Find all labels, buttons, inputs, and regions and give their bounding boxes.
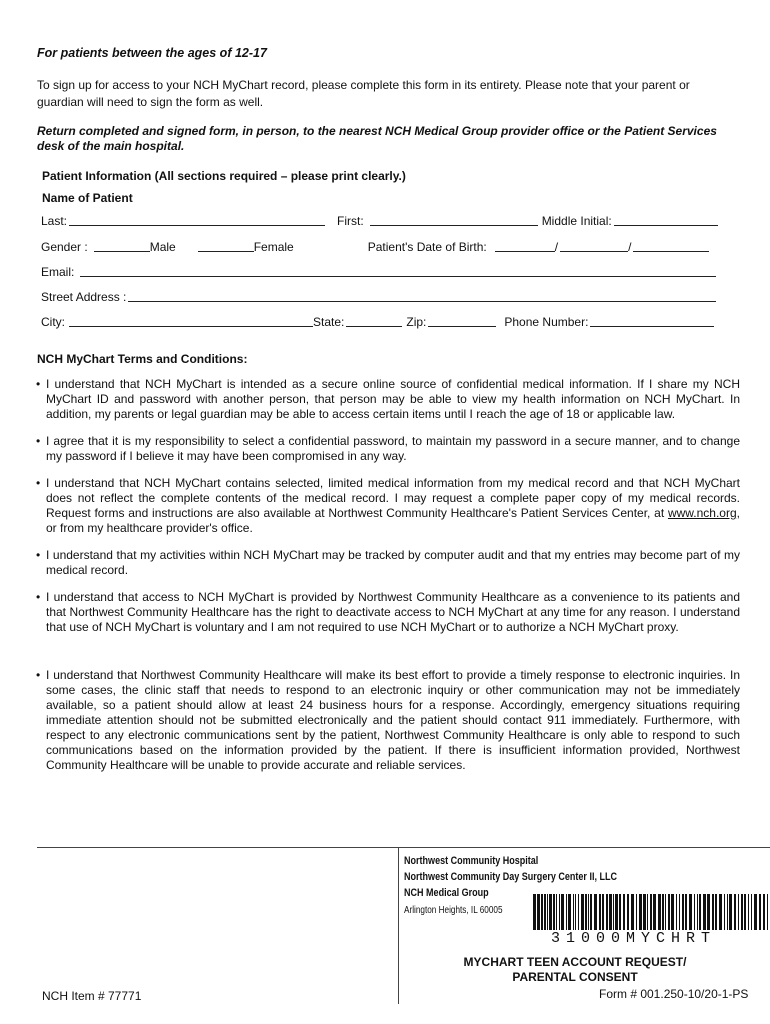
barcode-bar [556,894,557,930]
terms-item [36,434,740,464]
age-note: For patients between the ages of 12-17 [37,46,267,60]
form-title-line-2: PARENTAL CONSENT [512,970,638,984]
street-row [41,289,721,304]
barcode-bar [699,894,701,930]
barcode-bar [744,894,746,930]
first-name-label: First: [337,214,364,228]
terms-item [36,377,740,422]
name-of-patient-heading: Name of Patient [42,191,133,205]
bullet-icon: • [36,668,41,682]
barcode-bar [734,894,736,930]
nch-item-number: NCH Item # 77771 [42,989,142,1003]
barcode-bar [606,894,608,930]
barcode-bar [590,894,592,930]
barcode-bar [724,894,725,930]
barcode-bar [738,894,739,930]
barcode-bar [703,894,706,930]
email-row [41,264,721,279]
middle-initial-field[interactable] [614,213,718,226]
barcode-bar [707,894,710,930]
barcode-bar [658,894,661,930]
barcode-bar [763,894,765,930]
footer-divider [37,847,770,848]
middle-initial-label: Middle Initial: [541,214,612,228]
org-name-surgery-center: Northwest Community Day Surgery Center II, LLC [404,871,618,883]
barcode-bar [547,894,548,930]
barcode-bar [561,894,564,930]
barcode-bar [613,894,614,930]
barcode-bar [694,894,695,930]
barcode-bar [647,894,648,930]
barcode-bar [754,894,757,930]
barcode-bar [627,894,629,930]
barcode-bar [559,894,560,930]
barcode-bar [636,894,637,930]
barcode-bar [639,894,642,930]
barcode-bar [599,894,601,930]
barcode-bar [671,894,674,930]
signup-instructions: To sign up for access to your NCH MyChart record, please complete this form in its entirety. Please note that your parent or guardian will need to sign the form as well. [37,78,690,109]
female-checkbox-line[interactable] [198,239,254,252]
barcode-bar [549,894,552,930]
barcode-bar [568,894,571,930]
barcode-bar [541,894,543,930]
barcode-bar [759,894,761,930]
bullet-icon: • [36,476,41,490]
terms-title: NCH MyChart Terms and Conditions: [37,352,248,366]
male-checkbox-line[interactable] [94,239,150,252]
barcode-bar [573,894,574,930]
barcode-bar [741,894,743,930]
barcode-bar [719,894,722,930]
barcode-bar [665,894,666,930]
terms-item-text: I understand that access to NCH MyChart is provided by Northwest Community Healthcare as a convenience to its patients and that Northwest Community Healthcare has the right to deactivate access to NCH MyChart at any time for any reason. I understand that use of NCH MyChart is voluntary and I am not required to use NCH MyChart or to authorize a NCH MyChart proxy. [46,590,740,634]
last-name-field[interactable] [69,213,325,226]
barcode-bar [751,894,752,930]
terms-item-text: I understand that NCH MyChart contains selected, limited medical information from my medical record and that NCH MyChart does not reflect the complete contents of the medical record. I may request a complete paper copy of my medical records. Request forms and instructions are also available at Northwest Community Healthcare's Patient Services Center, at [46,476,740,520]
email-field[interactable] [80,264,716,277]
barcode-bar [623,894,625,930]
female-label: Female [253,240,294,254]
dob-month-field[interactable] [495,239,555,252]
form-number: Form # 001.250-10/20-1-PS [599,987,749,1001]
barcode-bar [544,894,546,930]
barcode-bar [662,894,664,930]
dob-year-field[interactable] [633,239,709,252]
barcode-bar [609,894,612,930]
bullet-icon: • [36,434,41,448]
barcode-bar [575,894,576,930]
barcode-bar [566,894,567,930]
barcode-bar [533,894,536,930]
barcode-bar [619,894,621,930]
bullet-icon: • [36,548,41,562]
email-label: Email: [41,265,75,279]
city-label: City: [41,315,65,329]
barcode-bar [631,894,634,930]
terms-item [36,476,740,536]
barcode-bar [727,894,728,930]
name-row [41,213,721,228]
terms-item [36,590,740,635]
state-field[interactable] [346,314,402,327]
gender-label: Gender : [41,240,88,254]
dob-label: Patient's Date of Birth: [367,240,487,254]
gender-dob-row [41,239,721,254]
bullet-icon: • [36,377,41,391]
terms-item [36,548,740,578]
first-name-field[interactable] [370,213,538,226]
barcode-bar [668,894,670,930]
org-name-medical-group: NCH Medical Group [404,887,489,899]
return-instructions: Return completed and signed form, in person, to the nearest NCH Medical Group provider office or the Patient Services desk of the main hospital. [37,124,717,153]
phone-field[interactable] [590,314,714,327]
terms-item [36,668,740,773]
street-address-label: Street Address : [41,290,127,304]
dob-separator: / [628,240,632,254]
barcode-bar [682,894,684,930]
barcode-bar [748,894,749,930]
org-city: Arlington Heights, IL 60005 [404,904,503,916]
terms-item-text: I understand that my activities within NCH MyChart may be tracked by computer audit and that my entries may become part of my medical record. [46,548,740,577]
state-label: State: [313,315,345,329]
dob-separator: / [554,240,559,254]
barcode-bar [685,894,687,930]
org-name-hospital: Northwest Community Hospital [404,855,539,867]
barcode-bar [676,894,677,930]
barcode-bar [712,894,714,930]
terms-item-text-suffix: , or from my healthcare provider's office. [46,506,740,535]
terms-item-text: I understand that Northwest Community Healthcare will make its best effort to provide a timely response to electronic inquiries. In some cases, the clinic staff that needs to respond to an electronic inquiry or other communication may not be immediately available, so a patient should allow at least 24 business hours for a response. Accordingly, emergency situations requiring immediate attention should not be submitted electronically and the patient should contact 911 immediately. Furthermore, with respect to any electronic communications sent by the patient, Northwest Community Healthcare is only able to respond to such communications based on the information provided by the patient. If there is insufficient information provided, Northwest Community Healthcare will be unable to provide accurate and reliable services. [46,668,740,772]
barcode-bar [650,894,652,930]
dob-day-field[interactable] [560,239,628,252]
form-title-line-1: MYCHART TEEN ACCOUNT REQUEST/ [463,955,687,969]
barcode-bar [697,894,698,930]
footer-vertical-divider [398,847,399,1004]
zip-field[interactable] [428,314,496,327]
barcode-bar [588,894,589,930]
last-name-label: Last: [41,214,68,228]
barcode-bar [553,894,555,930]
barcode-bar [643,894,646,930]
barcode-text: 31000MYCHRT [551,930,717,947]
barcode-bar [715,894,717,930]
terms-item-text: I agree that it is my responsibility to select a confidential password, to maintain my password in a secure manner, and to change my password if I believe it may have been compromised in any way. [46,434,740,463]
barcode-bar [602,894,604,930]
barcode-bar [679,894,680,930]
nch-website-link[interactable]: www.nch.org [667,506,737,520]
barcode-bar [581,894,584,930]
barcode-bar [689,894,692,930]
barcode [533,894,770,930]
street-address-field[interactable] [128,289,716,302]
city-row [41,314,721,329]
barcode-bar [653,894,656,930]
barcode-bar [615,894,618,930]
phone-label: Phone Number: [504,315,589,329]
barcode-bar [767,894,768,930]
city-field[interactable] [69,314,313,327]
bullet-icon: • [36,590,41,604]
barcode-bar [729,894,732,930]
barcode-bar [578,894,579,930]
barcode-bar [594,894,597,930]
barcode-bar [537,894,540,930]
terms-item-text: I understand that NCH MyChart is intended as a secure online source of confidential medical information. If I share my NCH MyChart ID and password with another person, that person may be able to view my health information on NCH MyChart. In addition, my parents or legal guardian may be able to access certain items until I reach the age of 18 or applicable law. [46,377,740,421]
male-label: Male [149,240,176,254]
zip-label: Zip: [406,315,427,329]
barcode-bar [585,894,587,930]
patient-info-title: Patient Information (All sections required – please print clearly.) [42,169,406,183]
